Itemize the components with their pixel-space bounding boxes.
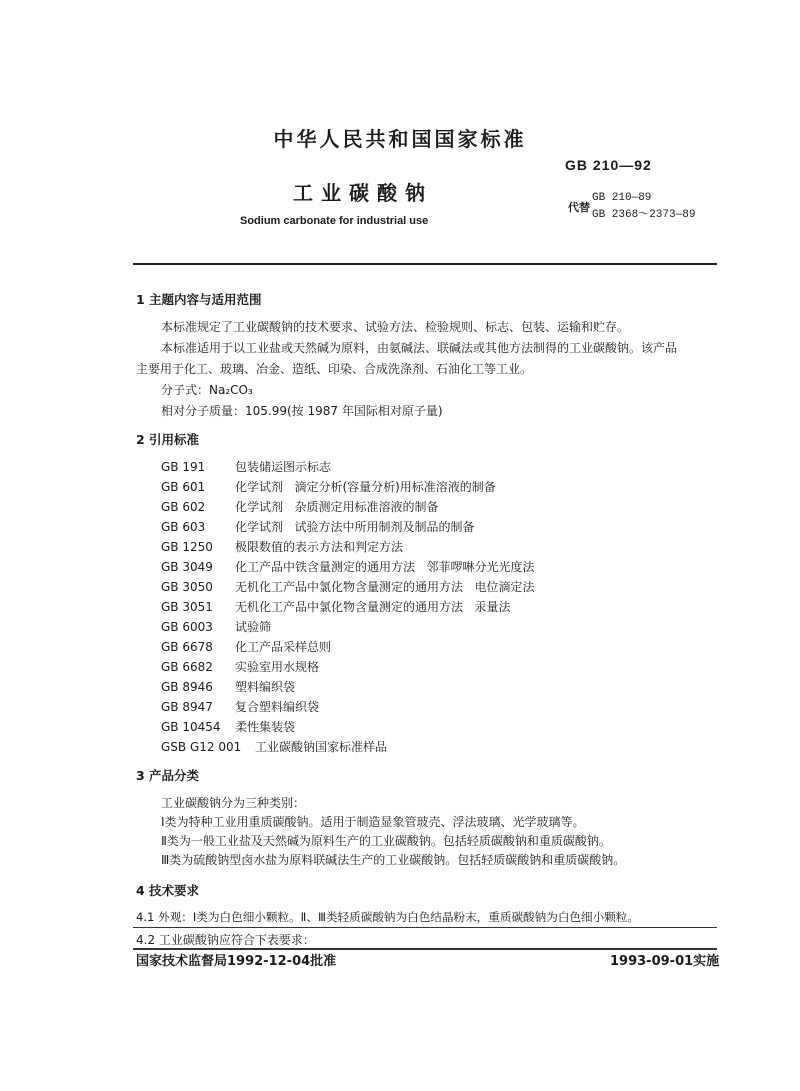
list-item <box>161 558 534 575</box>
replaced-standard: GB 2368～2373—89 <box>592 209 696 221</box>
list-item <box>161 518 474 535</box>
standard-code: GB 8946 <box>161 680 213 694</box>
effective-date: 1993-09-01实施 <box>610 954 720 969</box>
category-item: Ⅲ类为硫酸钠型卤水盐为原料联碱法生产的工业碳酸钠。包括轻质碳酸钠和重质碳酸钠。 <box>161 853 626 867</box>
section-heading: 1 主题内容与适用范围 <box>136 292 262 307</box>
section-heading: 2 引用标准 <box>136 432 200 447</box>
standard-title: 实验室用水规格 <box>235 660 320 674</box>
standard-code: GB 191 <box>161 460 206 474</box>
section-heading: 3 产品分类 <box>136 768 200 783</box>
molecular-formula: 分子式：Na₂CO₃ <box>161 383 253 397</box>
list-item <box>161 538 403 555</box>
document-title: 工业碳酸钠 <box>293 181 433 205</box>
standard-title: 塑料编织袋 <box>235 680 296 694</box>
standard-code: GB 10454 <box>161 720 221 734</box>
header-divider <box>133 263 717 265</box>
standard-code: GB 8947 <box>161 700 213 714</box>
paragraph: 主要用于化工、玻璃、冶金、造纸、印染、合成洗涤剂、石油化工等工业。 <box>136 362 533 376</box>
standard-title: 化工产品采样总则 <box>235 640 332 654</box>
standard-code: GB 3050 <box>161 580 213 594</box>
standard-title: 无机化工产品中氯化物含量测定的通用方法 汞量法 <box>235 600 511 614</box>
english-title: Sodium carbonate for industrial use <box>240 215 429 227</box>
standard-title: 复合塑料编织袋 <box>235 700 320 714</box>
standard-code: GB 601 <box>161 480 206 494</box>
category-item: Ⅰ类为特种工业用重质碳酸钠。适用于制造显象管玻壳、浮法玻璃、光学玻璃等。 <box>161 815 585 829</box>
standard-code: GB 6678 <box>161 640 213 654</box>
standard-title: 工业碳酸钠国家标准样品 <box>255 740 388 754</box>
list-item <box>161 718 295 735</box>
standard-title: 试验筛 <box>235 620 272 634</box>
divider <box>133 927 717 928</box>
standard-code: GB 602 <box>161 500 206 514</box>
list-item <box>161 458 331 475</box>
standard-title: 化工产品中铁含量测定的通用方法 邻菲啰啉分光光度法 <box>235 560 535 574</box>
national-standard-title: 中华人民共和国国家标准 <box>273 127 527 151</box>
standard-code: GB 3049 <box>161 560 213 574</box>
standard-title: 化学试剂 杂质测定用标准溶液的制备 <box>235 500 439 514</box>
section-heading: 4 技术要求 <box>136 883 200 898</box>
category-item: Ⅱ类为一般工业盐及天然碱为原料生产的工业碳酸钠。包括轻质碳酸钠和重质碳酸钠。 <box>161 834 611 848</box>
list-item <box>161 678 295 695</box>
list-item <box>161 638 331 655</box>
list-item <box>161 658 319 675</box>
standard-title: 极限数值的表示方法和判定方法 <box>235 540 404 554</box>
requirement-item: 4.1 外观：Ⅰ类为白色细小颗粒。Ⅱ、Ⅲ类轻质碳酸钠为白色结晶粉末，重质碳酸钠为白色细小颗粒。 <box>136 910 639 924</box>
standard-title: 化学试剂 滴定分析(容量分析)用标准溶液的制备 <box>235 480 496 494</box>
list-item <box>161 618 271 635</box>
standard-title: 包装储运图示标志 <box>235 460 332 474</box>
standard-number: GB 210—92 <box>565 157 652 173</box>
standard-code: GB 3051 <box>161 600 213 614</box>
list-item <box>161 498 438 515</box>
standard-title: 柔性集装袋 <box>235 720 296 734</box>
molecular-mass: 相对分子质量：105.99(按 1987 年国际相对原子量) <box>161 404 443 418</box>
paragraph: 本标准适用于以工业盐或天然碱为原料，由氨碱法、联碱法或其他方法制得的工业碳酸钠。该产品 <box>161 341 678 355</box>
standard-code: GB 1250 <box>161 540 213 554</box>
standard-code: GB 6682 <box>161 660 213 674</box>
standard-code: GB 603 <box>161 520 206 534</box>
list-item <box>161 478 496 495</box>
approval-date: 国家技术监督局1992-12-04批准 <box>136 954 337 969</box>
replaces-label: 代替 <box>568 201 590 214</box>
requirement-item: 4.2 工业碳酸钠应符合下表要求： <box>136 933 315 947</box>
paragraph: 工业碳酸钠分为三种类别： <box>161 796 306 810</box>
standard-title: 化学试剂 试验方法中所用制剂及制品的制备 <box>235 520 475 534</box>
list-item <box>161 578 534 595</box>
list-item <box>161 738 387 755</box>
paragraph: 本标准规定了工业碳酸钠的技术要求、试验方法、检验规则、标志、包装、运输和贮存。 <box>161 320 630 334</box>
standard-code: GB 6003 <box>161 620 213 634</box>
standard-title: 无机化工产品中氯化物含量测定的通用方法 电位滴定法 <box>235 580 535 594</box>
replaced-standard: GB 210—89 <box>592 192 652 204</box>
list-item <box>161 698 319 715</box>
list-item <box>161 598 510 615</box>
standard-code: GSB G12 001 <box>161 740 242 754</box>
